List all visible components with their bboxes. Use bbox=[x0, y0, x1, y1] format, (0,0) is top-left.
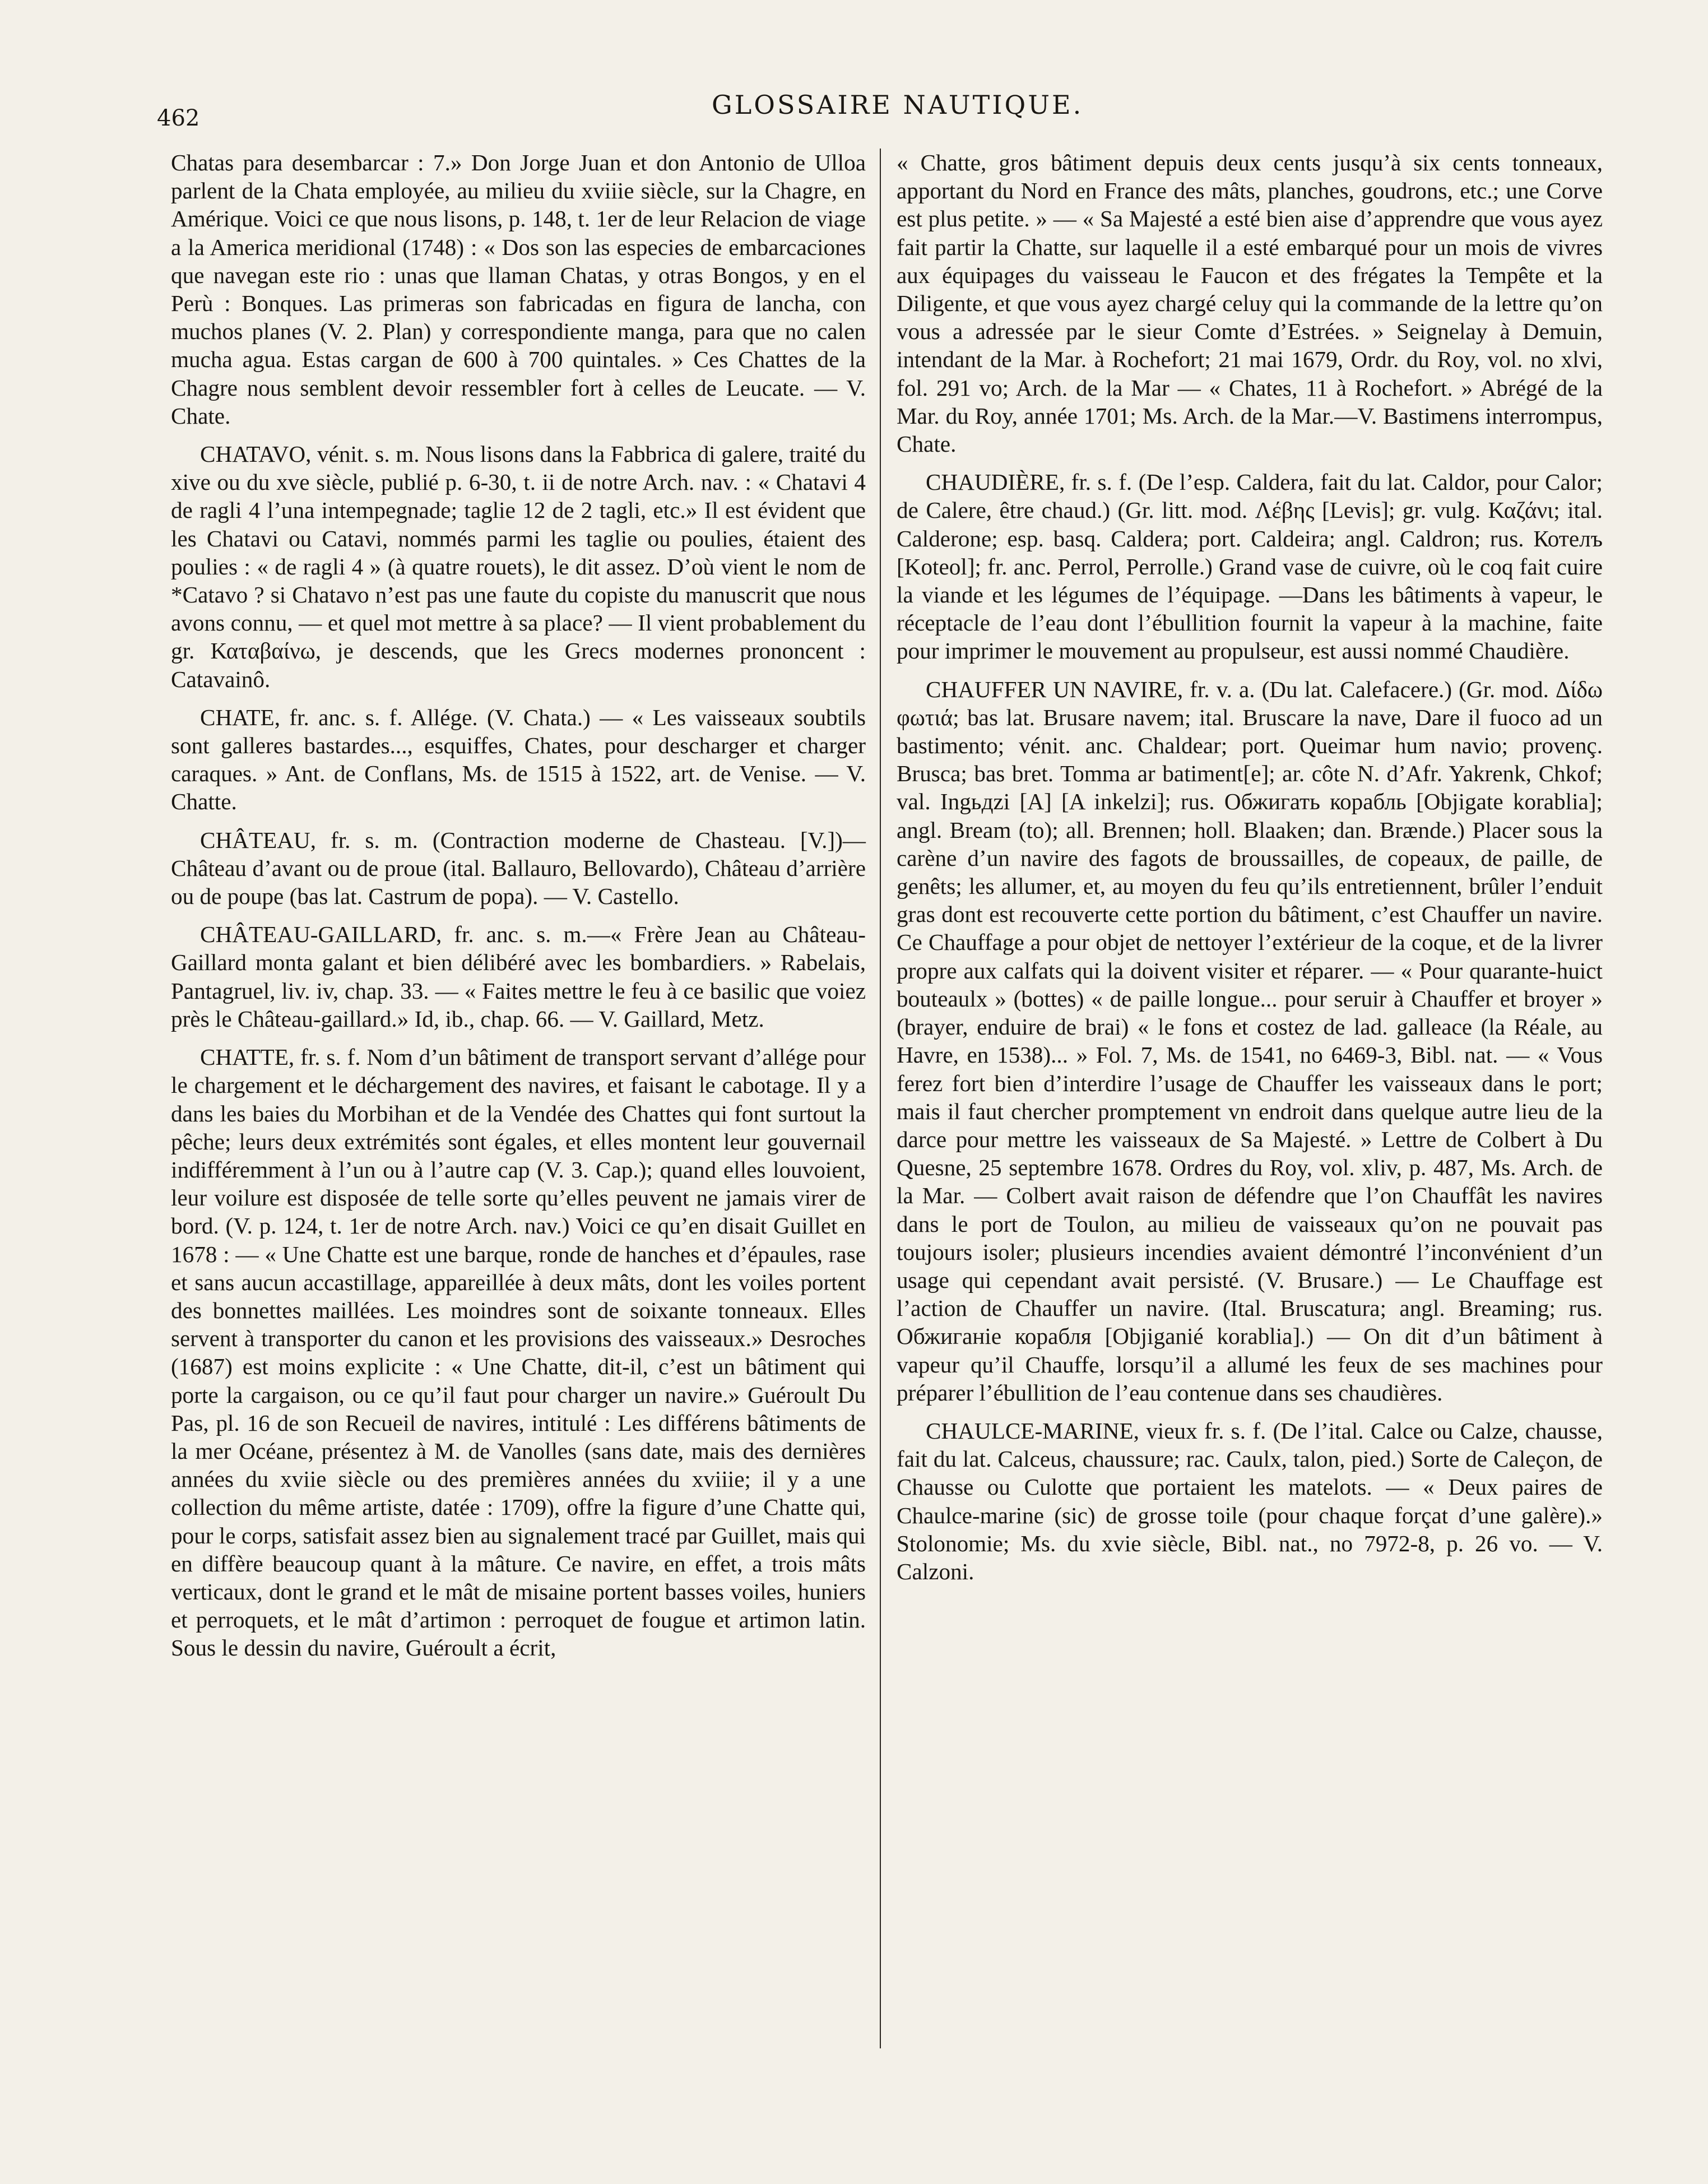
page-number: 462 bbox=[157, 105, 200, 131]
entry-chauffer-un-navire: CHAUFFER UN NAVIRE, fr. v. a. (Du lat. Calefacere.) (Gr. mod. Δίδω φωτιά; bas lat. Brusare navem; ital. Bruscare la nave, Dare il fuoco ad un bastimento; vénit. anc. Chaldear; port. Queimar hum navio; provenç. Brusca; bas bret. Tomma ar batiment[e]; ar. côte N. d’Afr. Yakrenk, Chkof; val. Ingьдzi [A] [A inkelzi]; rus. Обжигать корабль [Objigate korablia]; angl. Bream (to); all. Brennen; holl. Blaaken; dan. Brænde.) Placer sous la carène d’un navire des fagots de broussailles, de copeaux, de paille, de genêts; les allumer, et, au moyen du feu qu’ils entretiennent, brûler l’enduit gras dont est recouverte cette portion du bâtiment, c’est Chauffer un navire. Ce Chauffage a pour objet de nettoyer l’extérieur de la coque, et de la livrer propre aux calfats qui la doivent visiter et réparer. — « Pour quarante-huict bouteaulx » (bottes) « de paille longue... pour seruir à Chauffer et broyer » (brayer, enduire de brai) « le fons et costez de lad. galleace (la Réale, au Havre, en 1538)... » Fol. 7, Ms. de 1541, no 6469-3, Bibl. nat. — « Vous ferez fort bien d’interdire l’usage de Chauffer les vaisseaux dans le port; mais il faut chercher promptement vn endroit dans quelque autre lieu de la darce pour mettre les vaisseaux de Sa Majesté. » Lettre de Colbert à Du Quesne, 25 septembre 1678. Ordres du Roy, vol. xliv, p. 487, Ms. Arch. de la Mar. — Colbert avait raison de défendre que l’on Chauffât les navires dans le port de Toulon, au milieu de vaisseaux qu’on ne pouvait pas toujours isoler; plusieurs incendies avaient démontré l’inconvénient d’un usage qui cependant avait persisté. (V. Brusare.) — Le Chauffage est l’action de Chauffer un navire. (Ital. Bruscatura; angl. Breaming; rus. Обжиганіе корабля [Objiganié korablia].) — On dit d’un bâtiment à vapeur qu’il Chauffe, lorsqu’il a allumé les feux de ses machines pour préparer l’ébullition de l’eau contenue dans ses chaudières. bbox=[897, 676, 1603, 1406]
paragraph-chatte-continued: « Chatte, gros bâtiment depuis deux cents jusqu’à six cents tonneaux, apportant du Nord en France des mâts, planches, goudrons, etc.; une Corve est plus petite. » — « Sa Majesté a esté bien aise d’apprendre que vous ayez fait partir la Chatte, sur laquelle il a esté embarqué pour un mois de vivres aux équipages du vaisseau le Faucon et des frégates la Tempête et la Diligente, et que vous ayez chargé celuy qui la commande de la lettre qu’on vous a adressée par le sieur Comte d’Estrées. » Seignelay à Demuin, intendant de la Mar. à Rochefort; 21 mai 1679, Ordr. du Roy, vol. no xlvi, fol. 291 vo; Arch. de la Mar — « Chates, 11 à Rochefort. » Abrégé de la Mar. du Roy, année 1701; Ms. Arch. de la Mar.—V. Bastimens interrompus, Chate. bbox=[897, 150, 1603, 457]
entry-chatte: CHATTE, fr. s. f. Nom d’un bâtiment de transport servant d’allége pour le chargement et le déchargement des navires, et faisant le cabotage. Il y a dans les baies du Morbihan et de la Vendée des Chattes qui font surtout la pêche; leurs deux extrémités sont égales, et elles montent leur gouvernail indifféremment à l’un ou à l’autre cap (V. 3. Cap.); quand elles louvoient, leur voilure est disposée de telle sorte qu’elles peuvent ne jamais virer de bord. (V. p. 124, t. 1er de notre Arch. nav.) Voici ce qu’en disait Guillet en 1678 : — « Une Chatte est une barque, ronde de hanches et d’épaules, rase et sans aucun accastillage, appareillée à deux mâts, dont les voiles portent des bonnettes maillées. Les moindres sont de soixante tonneaux. Elles servent à transporter du canon et les provisions des vaisseaux.» Desroches (1687) est moins explicite : « Une Chatte, dit-il, c’est un bâtiment qui porte la cargaison, ou ce qu’il faut pour charger un navire.» Guéroult Du Pas, pl. 16 de son Recueil de navires, intitulé : Les différens bâtiments de la mer Océane, présentez à M. de Vanolles (sans date, mais des dernières années du xviie siècle ou des premières années du xviiie; il y a une collection du même artiste, datée : 1709), offre la figure d’une Chatte qui, pour le corps, satisfait assez bien au signalement tracé par Guillet, mais qui en diffère beaucoup quant à la mâture. Ce navire, en effet, a trois mâts verticaux, dont le grand et le mât de misaine portent basses voiles, huniers et perroquets, et le mât d’artimon : perroquet de fougue et artimon latin. Sous le dessin du navire, Guéroult a écrit, bbox=[171, 1044, 866, 1661]
paragraph-chatas-continued: Chatas para desembarcar : 7.» Don Jorge Juan et don Antonio de Ulloa parlent de la Chata employée, au milieu du xviiie siècle, sur la Chagre, en Amérique. Voici ce que nous lisons, p. 148, t. 1er de leur Relacion de viage a la America meridional (1748) : « Dos son las especies de embarcaciones que navegan este rio : unas que llaman Chatas, y otras Bongos, y en el Perù : Bonques. Las primeras son fabricadas en figura de lancha, con muchos planes (V. 2. Plan) y correspondiente manga, para que no calen mucha agua. Estas cargan de 600 à 700 quintales. » Ces Chattes de la Chagre nous semblent devoir ressembler fort à celles de Leucate. — V. Chate. bbox=[171, 150, 866, 429]
entry-chaudiere: CHAUDIÈRE, fr. s. f. (De l’esp. Caldera, fait du lat. Caldor, pour Calor; de Calere, être chaud.) (Gr. litt. mod. Λέβης [Levis]; gr. vulg. Καζάνι; ital. Calderone; esp. basq. Caldera; port. Caldeira; angl. Caldron; rus. Котелъ [Koteol]; fr. anc. Perrol, Perrolle.) Grand vase de cuivre, où le coq fait cuire la viande et les légumes de l’équipage. —Dans les bâtiments à vapeur, le réceptacle de l’eau dont l’ébullition fournit la vapeur à la machine, faite pour imprimer le mouvement au propulseur, est aussi nommé Chaudière. bbox=[897, 469, 1603, 664]
right-column bbox=[897, 149, 1603, 1596]
entry-chate: CHATE, fr. anc. s. f. Allége. (V. Chata.) — « Les vaisseaux soubtils sont galleres bastardes..., esquiffes, Chates, pour descharger et charger caraques. » Ant. de Conflans, Ms. de 1515 à 1522, art. de Venise. — V. Chatte. bbox=[171, 704, 866, 815]
column-divider bbox=[880, 149, 881, 2048]
entry-chateau: CHÂTEAU, fr. s. m. (Contraction moderne de Chasteau. [V.])—Château d’avant ou de proue (ital. Ballauro, Bellovardo), Château d’arrière ou de poupe (bas lat. Castrum de popa). — V. Castello. bbox=[171, 827, 866, 910]
entry-chatavo: CHATAVO, vénit. s. m. Nous lisons dans la Fabbrica di galere, traité du xive ou du xve siècle, publié p. 6-30, t. ii de notre Arch. nav. : « Chatavi 4 de ragli 4 l’una intempegnade; taglie 12 de 2 tagli, etc.» Il est évident que les Chatavi ou Catavi, nommés parmi les taglie ou poulies, étaient des poulies : « de ragli 4 » (à quatre rouets), le dit assez. D’où vient le nom de *Catavo ? si Chatavo n’est pas une faute du copiste du manuscrit que nous avons connu, — et quel mot mettre à sa place? — Il vient probablement du gr. Καταβαίνω, je descends, que les Grecs modernes prononcent : Catavainô. bbox=[171, 441, 866, 692]
left-column bbox=[171, 149, 866, 1672]
entry-chaulce-marine: CHAULCE-MARINE, vieux fr. s. f. (De l’ital. Calce ou Calze, chausse, fait du lat. Calceus, chaussure; rac. Caulx, talon, pied.) Sorte de Caleçon, de Chausse ou Culotte que portaient les matelots. — « Deux paires de Chaulce-marine (sic) de grosse toile (pour chaque forçat d’une galère).» Stolonomie; Ms. du xvie siècle, Bibl. nat., no 7972-8, p. 26 vo. — V. Calzoni. bbox=[897, 1417, 1603, 1584]
entry-chateau-gaillard: CHÂTEAU-GAILLARD, fr. anc. s. m.—« Frère Jean au Château-Gaillard monta galant et bien délibéré avec les bombardiers. » Rabelais, Pantagruel, liv. iv, chap. 33. — « Faites mettre le feu à ce basilic que voiez près le Château-gaillard.» Id, ib., chap. 66. — V. Gaillard, Metz. bbox=[171, 921, 866, 1032]
running-head: GLOSSAIRE NAUTIQUE. bbox=[712, 90, 1084, 120]
